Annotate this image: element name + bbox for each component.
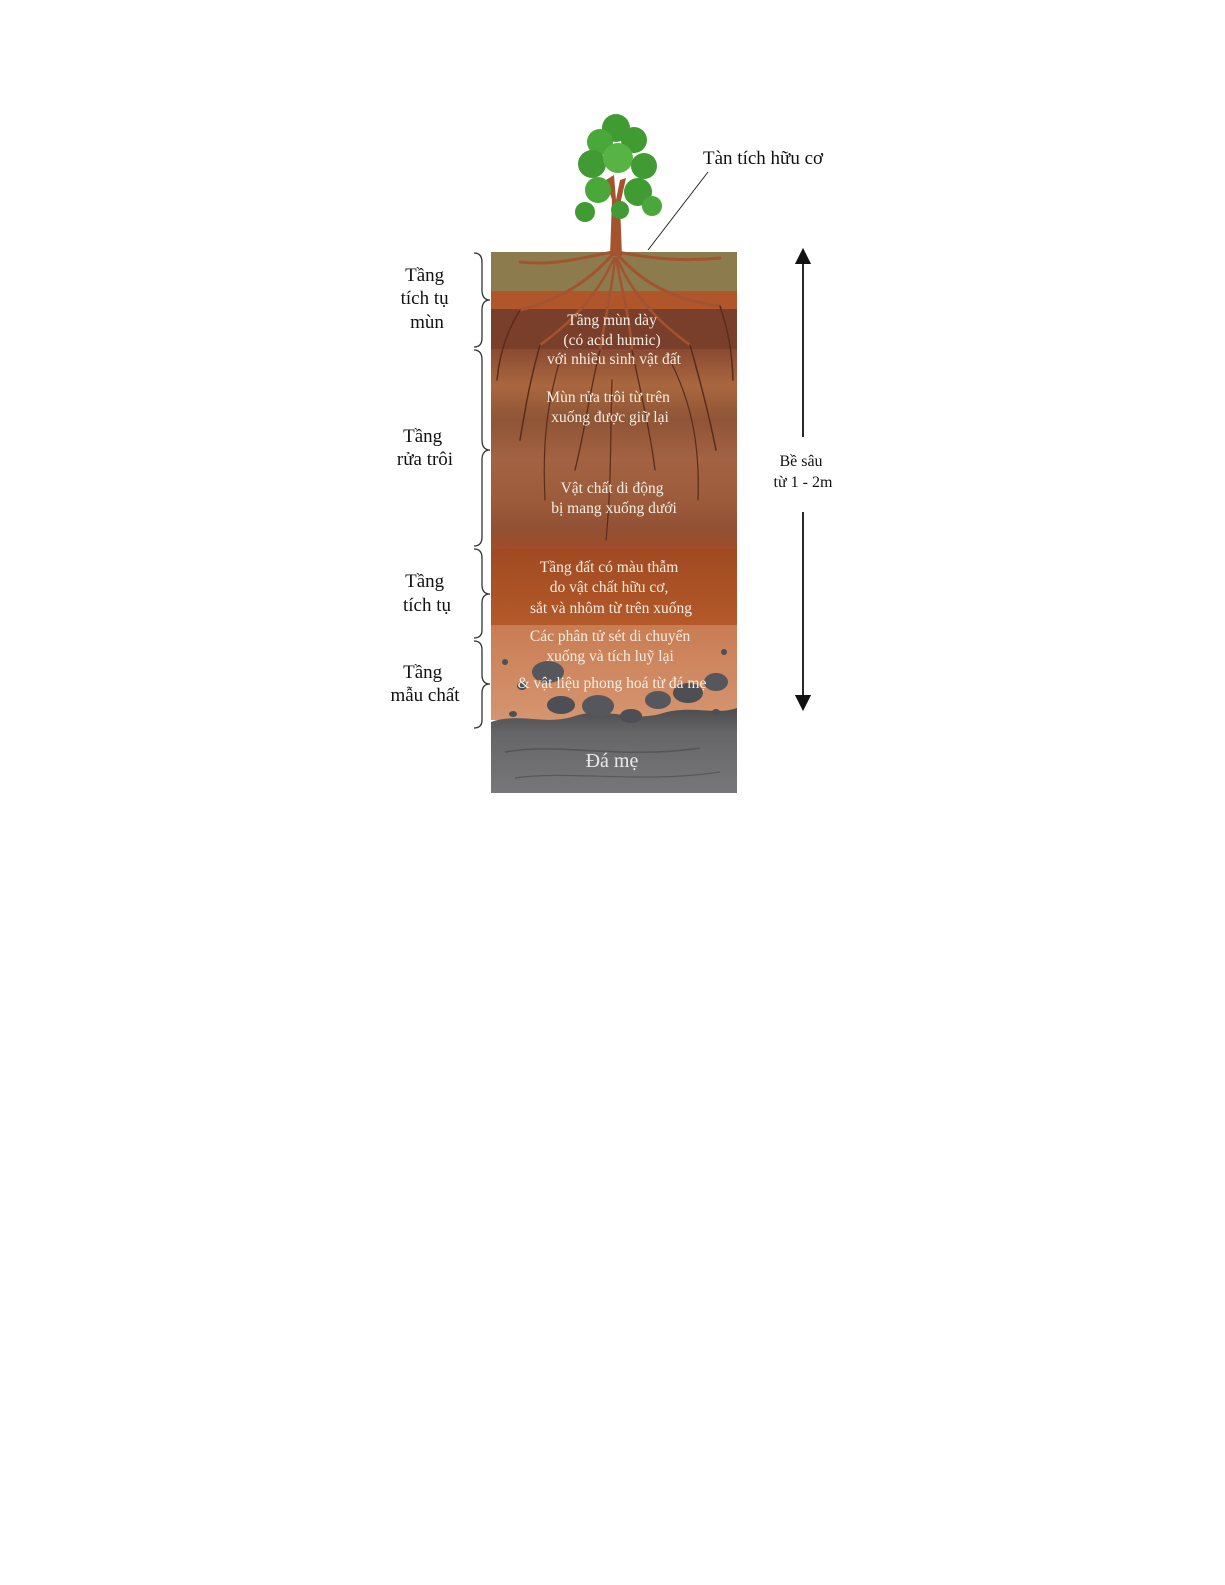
inner-label-line: Mùn rửa trôi từ trên: [546, 389, 670, 406]
inner-label-line: & vật liệu phong hoá từ đá mẹ: [517, 675, 707, 692]
side-label-eluviation-horizon: [397, 426, 453, 470]
inner-label-line: bị mang xuống dưới: [551, 500, 677, 517]
stone-icon: [620, 709, 642, 723]
inner-label-dark-horizon: [530, 559, 692, 617]
depth-label: [774, 453, 833, 491]
side-label-line: Tầng: [405, 265, 445, 286]
depth-label-line: từ 1 - 2m: [773, 474, 833, 491]
inner-label-line: sắt và nhôm từ trên xuống: [529, 600, 693, 617]
side-label-humus-horizon: [401, 265, 454, 333]
side-label-line: mùn: [410, 312, 444, 333]
stone-icon: [509, 711, 517, 717]
brace-humus: [474, 253, 490, 347]
inner-label-line: xuống được giữ lại: [551, 409, 669, 426]
inner-label-line: với nhiều sinh vật đất: [547, 351, 681, 368]
inner-label-line: xuống và tích luỹ lại: [546, 648, 674, 665]
bedrock-label: Đá mẹ: [585, 750, 639, 772]
inner-label-line: Các phân tử sét di chuyển: [529, 628, 691, 645]
side-label-line: Tầng: [405, 571, 445, 592]
stone-icon: [721, 649, 727, 655]
side-label-line: rửa trôi: [396, 449, 454, 470]
inner-label-line: (có acid humic): [563, 332, 661, 349]
inner-label-line: Tầng đất có màu thẫm: [539, 559, 679, 576]
inner-label-line: Tầng mùn dày: [567, 312, 657, 329]
stone-icon: [712, 709, 720, 715]
side-label-line: mẫu chất: [390, 685, 460, 706]
stone-icon: [582, 695, 614, 717]
depth-label-line: Bề sâu: [779, 453, 823, 470]
side-label-line: tích tụ: [402, 595, 452, 616]
horizon-braces: [474, 253, 490, 728]
inner-label-line: do vật chất hữu cơ,: [549, 579, 669, 596]
side-label-line: tích tụ: [400, 288, 449, 309]
stone-icon: [547, 696, 575, 714]
inner-label-line: Vật chất di động: [560, 480, 664, 497]
brace-eluviation: [474, 350, 490, 546]
brace-accumulation: [474, 549, 490, 638]
stone-icon: [645, 691, 671, 709]
side-label-line: Tầng: [403, 662, 443, 683]
tree-icon: [575, 114, 662, 256]
brace-parent-material: [474, 641, 490, 728]
stone-icon: [704, 673, 728, 691]
side-label-accumulation-horizon: [403, 571, 452, 616]
organic-residue-label: Tàn tích hữu cơ: [703, 148, 824, 169]
side-label-line: Tầng: [403, 426, 443, 447]
side-label-parent-material-horizon: [390, 662, 460, 706]
stone-icon: [502, 659, 508, 665]
